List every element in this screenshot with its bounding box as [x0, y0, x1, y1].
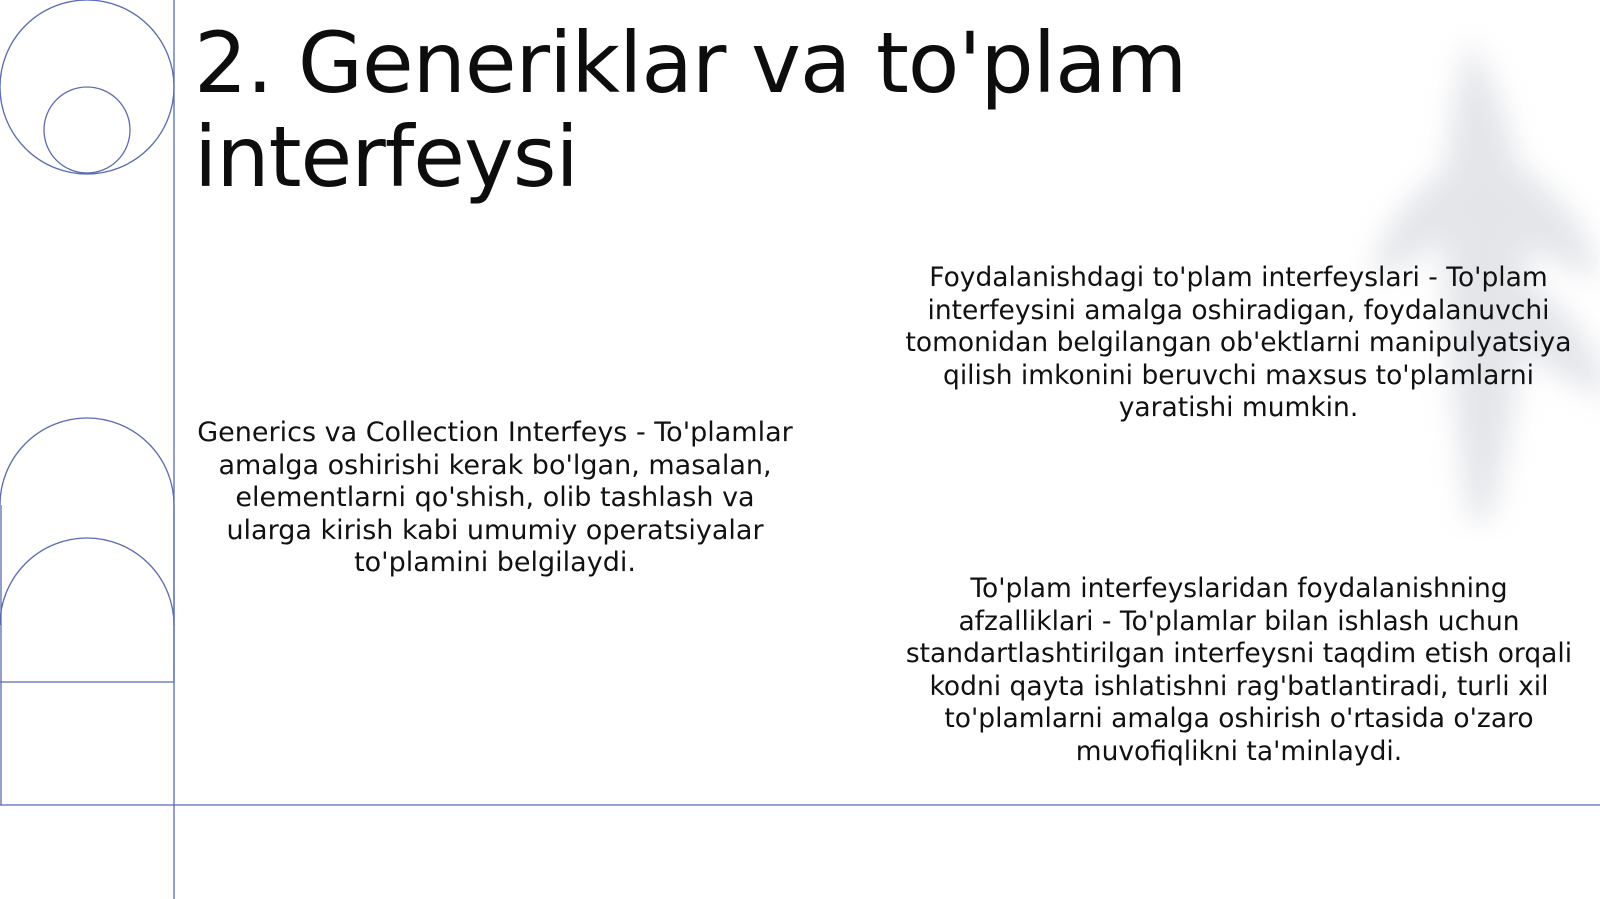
- right-bottom-text-block: To'plam interfeyslaridan foydalanishning afzalliklari - To'plamlar bilan ishlash uchun standartlashtirilgan interfeysni taqdim etish orqali kodni qayta ishlatishni rag'batlantiradi, turli xil to'plamlarni amalga oshirish o'rtasida o'zaro muvofiqlikni ta'minlaydi.: [905, 573, 1573, 767]
- left-text-block: Generics va Collection Interfeys - To'plamlar amalga oshirishi kerak bo'lgan, masalan, elementlarni qo'shish, olib tashlash va ularga kirish kabi umumiy operatsiyalar to'plamini belgilaydi.: [197, 417, 793, 578]
- right-top-text-block: Foydalanishdagi to'plam interfeyslari - To'plam interfeysini amalga oshiradigan, foydalanuvchi tomonidan belgilangan ob'ektlarni manipulyatsiya qilish imkonini beruvchi maxsus to'plamlarni yaratishi mumkin.: [905, 262, 1572, 423]
- upper-arch-outline: [0, 418, 174, 682]
- slide-title: 2. Generiklar va to'plam interfeysi: [194, 14, 1187, 206]
- small-circle-outline: [44, 87, 130, 173]
- lower-arch-outline: [0, 538, 174, 625]
